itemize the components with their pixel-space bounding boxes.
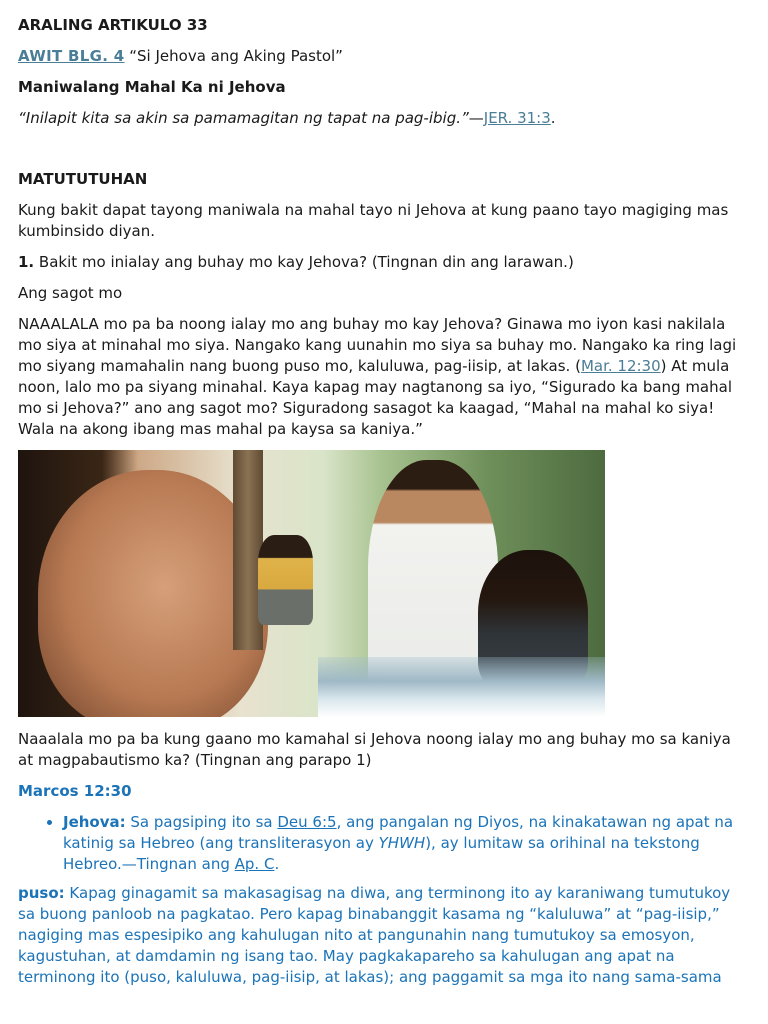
theme-dash: — xyxy=(468,109,484,127)
water-splash xyxy=(318,657,605,717)
paragraph-text-2: ) At mula noon, lalo mo pa siyang minahal. Kaya kapag may nagtanong sa iyo, “Sigurado ka bang mahal mo si Jehova?” ano ang sagot mo? Siguradong sasagot ka kaagad, “Mahal na mahal ko siya! Wala na akong ibang mas mahal pa kaysa sa kaniya.” xyxy=(18,357,732,438)
theme-scripture xyxy=(18,108,750,129)
spacer xyxy=(18,139,750,169)
praying-girl xyxy=(258,535,313,625)
note-text: ), ay lumitaw sa orihinal na tekstong Hebreo.—Tingnan ang xyxy=(63,834,700,873)
note-text: Sa pagsiping ito sa xyxy=(125,813,278,831)
note-term-puso: puso: xyxy=(18,884,65,902)
answer-label[interactable]: Ang sagot mo xyxy=(18,284,123,302)
study-note-list xyxy=(18,812,750,875)
note-text: . xyxy=(274,855,280,873)
note-term-jehova: Jehova: xyxy=(63,813,126,831)
note-text: , ang pangalan ng Diyos, na kinakatawan ng apat na katinig sa Hebreo (ang transliterasyon ay xyxy=(63,813,734,852)
paragraph-1 xyxy=(18,314,750,440)
question xyxy=(18,252,750,273)
note-link-apc[interactable]: Ap. C xyxy=(234,855,275,873)
note-link-deu[interactable]: Deu 6:5 xyxy=(277,813,337,831)
study-note-heading: Marcos 12:30 xyxy=(18,782,132,800)
paragraph-text-1: NAAALALA mo pa ba noong ialay mo ang buhay mo kay Jehova? Ginawa mo iyon kasi nakilala mo siya at minahal mo siya. Nangako kang uunahin mo siya sa buhay mo. Nangako ka ring lagi mo siyang mamahalin nang buong puso mo, kaluluwa, pag-iisip, at lakas. ( xyxy=(18,315,737,375)
baptism-illustration xyxy=(18,450,605,717)
song-number-link[interactable]: AWIT BLG. 4 xyxy=(18,47,125,65)
question-text: Bakit mo inialay ang buhay mo kay Jehova? (Tingnan din ang larawan.) xyxy=(38,253,574,271)
song-line xyxy=(18,46,750,67)
theme-quote: “Inilapit kita sa akin sa pamamagitan ng tapat na pag-ibig.” xyxy=(18,109,469,127)
note-text-puso: Kapag ginagamit sa makasagisag na diwa, ang terminong ito ay karaniwang tumutukoy sa buong panloob na pagkatao. Pero kapag binabanggit kasama ng “kaluluwa” at “pag-iisip,” nagiging mas espesipiko ang kahulugan nito at pangunahin nang tumutukoy sa emosyon, kagustuhan, at damdamin ng isang tao. May pagkakapareho sa kahulugan ang apat na terminong ito (puso, kaluluwa, pag-iisip, at lakas); ang paggamit sa mga ito nang sama-sama xyxy=(18,884,731,986)
song-title: “Si Jehova ang Aking Pastol” xyxy=(129,47,343,65)
summary-text: Kung bakit dapat tayong maniwala na mahal tayo ni Jehova at kung paano tayo magiging mas kumbinsido diyan. xyxy=(18,201,729,240)
study-note-bullet-jehova xyxy=(63,812,750,875)
question-number: 1. xyxy=(18,253,35,271)
study-note-puso xyxy=(18,883,750,988)
article-label: ARALING ARTIKULO 33 xyxy=(18,16,208,34)
theme-scripture-link[interactable]: JER. 31:3 xyxy=(483,109,551,127)
note-italic: YHWH xyxy=(378,834,426,852)
section-heading: MATUTUTUHAN xyxy=(18,170,148,188)
paragraph-scripture-link[interactable]: Mar. 12:30 xyxy=(580,357,661,375)
image-caption: Naaalala mo pa ba kung gaano mo kamahal si Jehova noong ialay mo ang buhay mo sa kaniya at magpabautismo ka? (Tingnan ang parapo 1) xyxy=(18,730,731,769)
article-title: Maniwalang Mahal Ka ni Jehova xyxy=(18,78,286,96)
theme-end: . xyxy=(550,109,556,127)
